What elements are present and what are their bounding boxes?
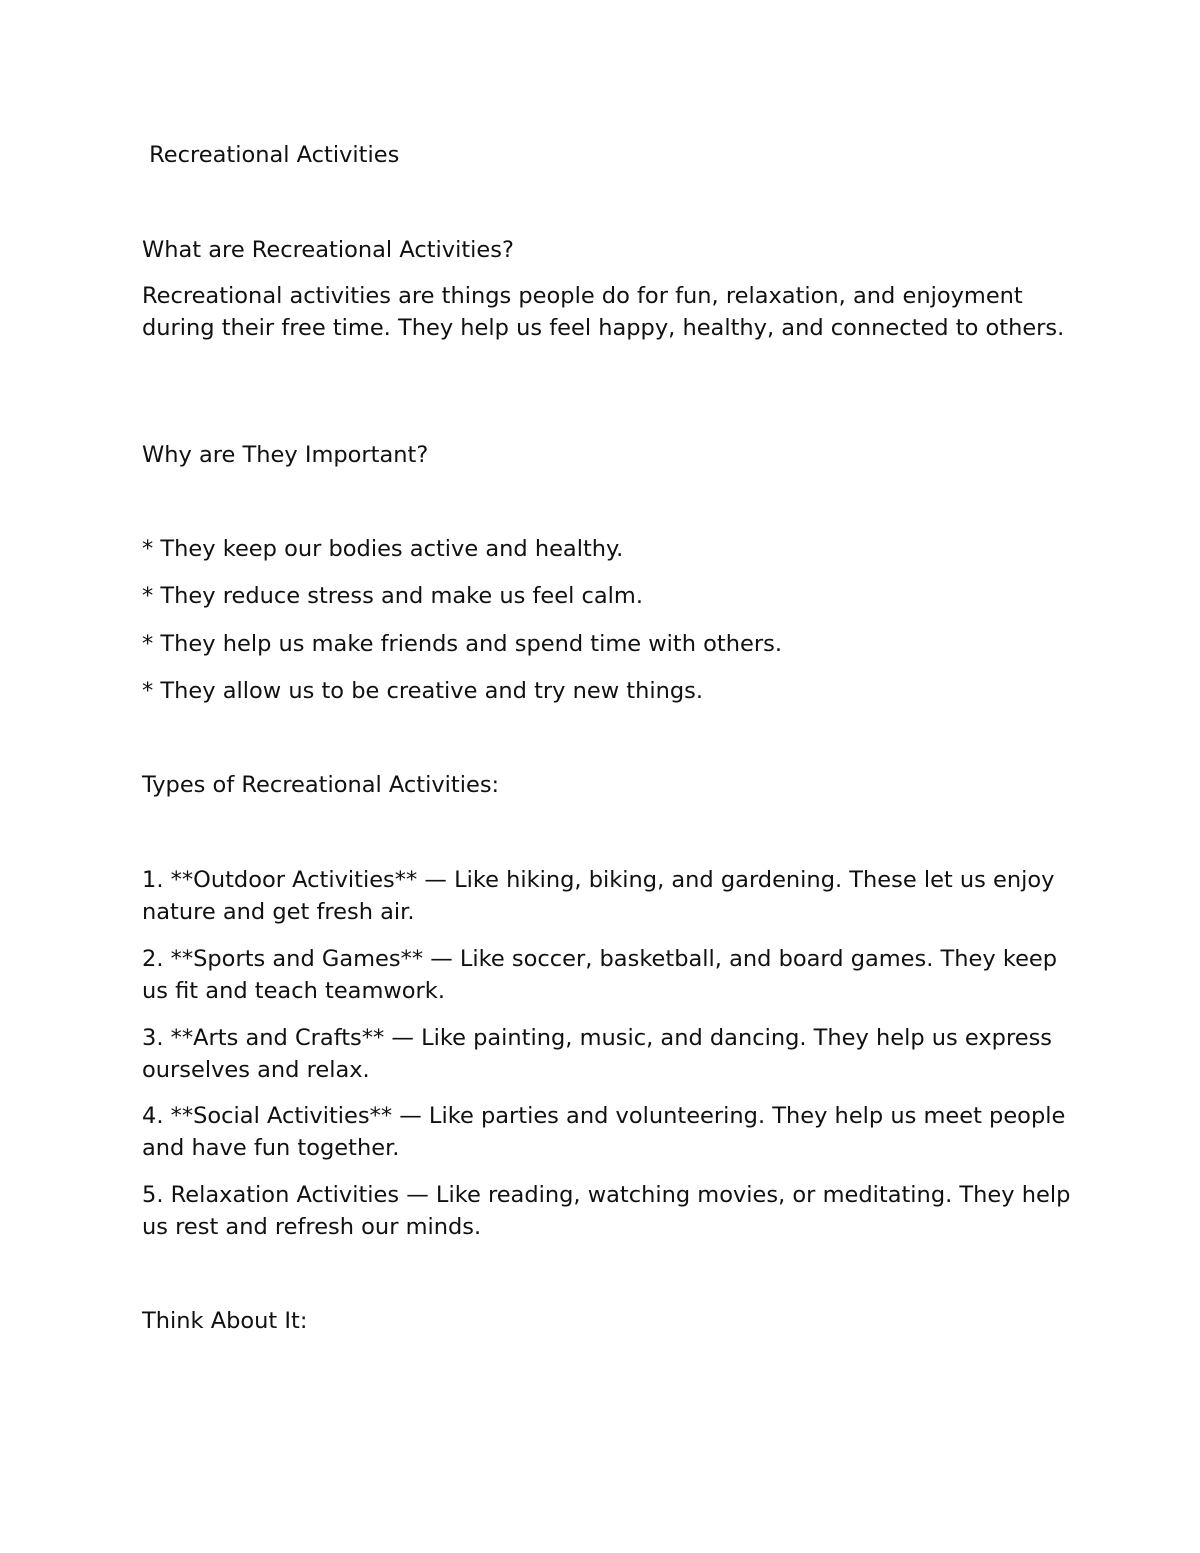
intro-paragraph: Recreational activities are things people do for fun, relaxation, and enjoyment during their free time. They help us feel happy, healthy, and connected to others.: [142, 283, 1065, 341]
section-heading-what: What are Recreational Activities?: [142, 237, 514, 263]
bullet-item: * They keep our bodies active and healthy.: [142, 536, 624, 562]
section-heading-think: Think About It:: [142, 1308, 308, 1334]
numbered-item-outdoor: 1. **Outdoor Activities** — Like hiking, biking, and gardening. These let us enjoy nature and get fresh air.: [142, 867, 1062, 925]
bullet-item: * They allow us to be creative and try new things.: [142, 678, 704, 704]
bullet-item: * They reduce stress and make us feel calm.: [142, 583, 643, 609]
bullet-item: * They help us make friends and spend time with others.: [142, 631, 782, 657]
numbered-item-social: 4. **Social Activities** — Like parties and volunteering. They help us meet people and have fun together.: [142, 1103, 1073, 1161]
numbered-item-relaxation: 5. Relaxation Activities — Like reading, watching movies, or meditating. They help us rest and refresh our minds.: [142, 1182, 1078, 1240]
document-title: Recreational Activities: [142, 142, 400, 168]
section-heading-types: Types of Recreational Activities:: [142, 772, 500, 798]
numbered-item-sports: 2. **Sports and Games** — Like soccer, basketball, and board games. They keep us fit and teach teamwork.: [142, 946, 1065, 1004]
numbered-item-arts: 3. **Arts and Crafts** — Like painting, music, and dancing. They help us express ourselves and relax.: [142, 1025, 1060, 1083]
section-heading-why: Why are They Important?: [142, 442, 429, 468]
